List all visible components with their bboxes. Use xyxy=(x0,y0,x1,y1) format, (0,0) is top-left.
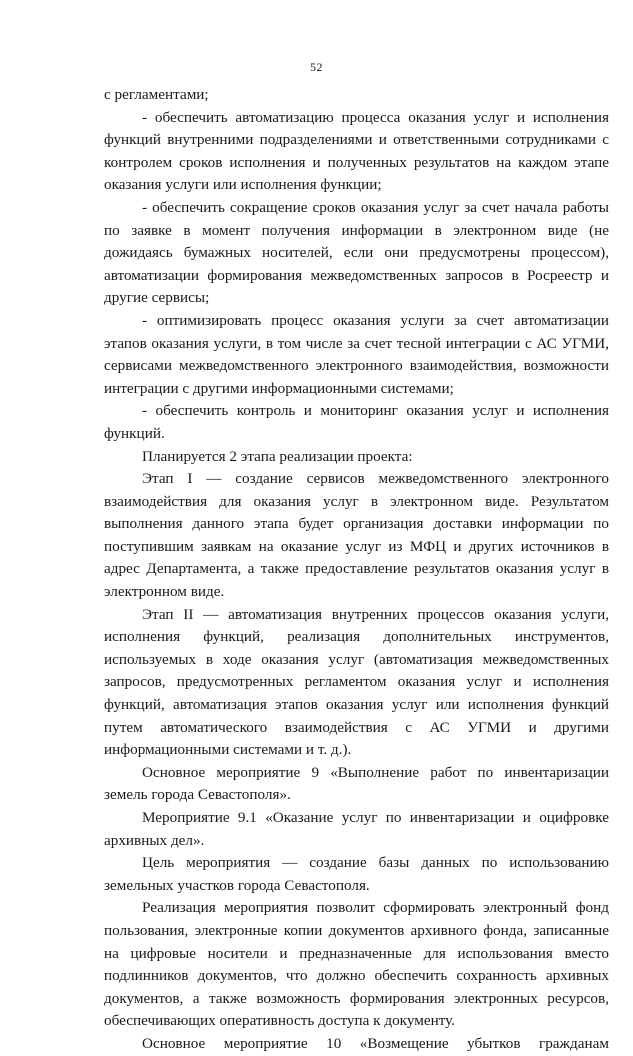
paragraph-stages-intro: Планируется 2 этапа реализации проекта: xyxy=(142,447,413,465)
paragraph-optimize-bullet: - оптимизировать процесс оказания услуги за счет автоматизации этапов оказания услуги, в том числе за счет тесной интеграции с АС УГМИ, сервисами межведомственного электронного взаимодействия, возможности интеграции с другими информационными системами; xyxy=(104,311,609,397)
paragraph-main-activity-10: Основное мероприятие 10 «Возмещение убытков гражданам xyxy=(142,1034,609,1052)
paragraph-activity-9-1: Мероприятие 9.1 «Оказание услуг по инвентаризации и оцифровке архивных дел». xyxy=(104,809,609,849)
paragraph-stage-two: Этап II — автоматизация внутренних процессов оказания услуги, исполнения функций, реализация дополнительных инструментов, используемых в ходе оказания услуг (автоматизация межведомственных запросов, предусмотренных регламентом оказания услуг и исполнения функций, автоматизация этапов оказания услуг или исполнения функций путем автоматического взаимодействия с АС УГМИ и другими информационными системами и т. д.). xyxy=(104,605,609,759)
paragraph-monitoring-bullet: - обеспечить контроль и мониторинг оказания услуг и исполнения функций. xyxy=(104,402,609,442)
document-body xyxy=(104,84,609,1056)
paragraph-reduce-time-bullet: - обеспечить сокращение сроков оказания услуг за счет начала работы по заявке в момент получения информации в электронном виде (не дожидаясь бумажных носителей, если они предусмотрены процессом), автоматизации формирования межведомственных запросов в Росреестр и другие сервисы; xyxy=(104,198,609,307)
page-number: 52 xyxy=(310,60,323,74)
paragraph-main-activity-9: Основное мероприятие 9 «Выполнение работ по инвентаризации земель города Севастополя». xyxy=(104,763,609,804)
paragraph-regulations-tail: с регламентами; xyxy=(104,86,209,103)
paragraph-automation-bullet: - обеспечить автоматизацию процесса оказания услуг и исполнения функций внутренними подразделениями и ответственными сотрудниками с контролем сроков исполнения и полученных результатов на каждом этапе оказания услуги или исполнения функции; xyxy=(104,108,609,194)
paragraph-activity-goal: Цель мероприятия — создание базы данных по использованию земельных участков города Севастополя. xyxy=(104,854,609,894)
paragraph-activity-implementation: Реализация мероприятия позволит сформировать электронный фонд пользования, электронные копии документов архивного фонда, записанные на цифровые носители и предназначенные для использования вместо подлинников документов, что должно обеспечить сохранность архивных документов, а также возможность формирования электронных ресурсов, обеспечивающих оперативность доступа к документу. xyxy=(104,899,609,1030)
paragraph-stage-one: Этап I — создание сервисов межведомственного электронного взаимодействия для оказания услуг в электронном виде. Результатом выполнения данного этапа будет организация доставки информации по поступившим заявкам на оказание услуг из МФЦ и других источников в адрес Департамента, а также предоставление результатов оказания услуг в электронном виде. xyxy=(104,470,609,601)
